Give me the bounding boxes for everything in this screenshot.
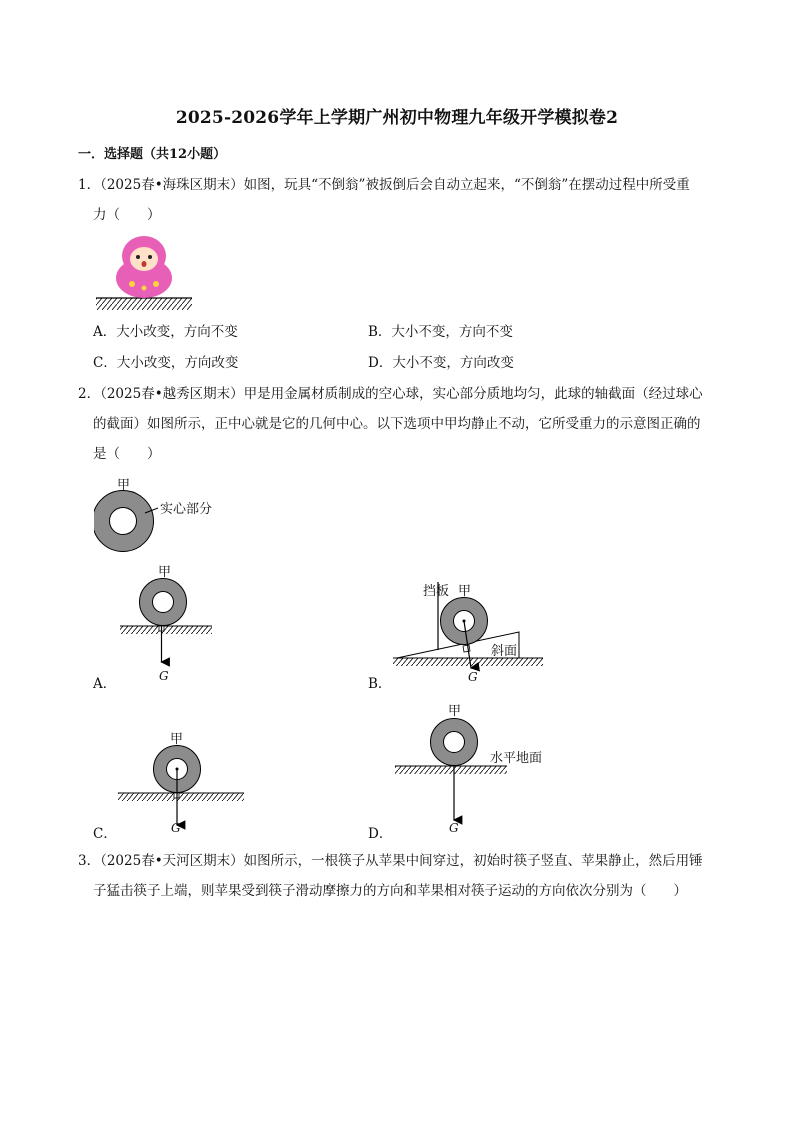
- q2-option-a[interactable]: A．: [93, 676, 117, 692]
- b-jia-label: 甲: [458, 584, 472, 599]
- q2-figure-c: [118, 740, 248, 840]
- ground-hatch: [395, 766, 507, 774]
- d-ground-label: 水平地面: [490, 751, 543, 766]
- ground-hatch: [96, 298, 192, 310]
- d-g-label: G: [449, 821, 459, 835]
- d-jia-label: 甲: [448, 704, 462, 719]
- q3-stem-line1: 3．（2025春•天河区期末）如图所示，一根筷子从苹果中间穿过，初始时筷子竖直、苹果静止，然后用锤: [78, 853, 703, 869]
- q1-option-b[interactable]: B．大小不变，方向不变: [368, 324, 513, 340]
- q1-option-a[interactable]: A．大小改变，方向不变: [93, 324, 238, 340]
- q3-stem-line2: 子猛击筷子上端，则苹果受到筷子滑动摩擦力的方向和苹果相对筷子运动的方向依次分别为（ ）: [93, 883, 687, 899]
- q1-option-c[interactable]: C．大小改变，方向改变: [93, 355, 239, 371]
- a-g-label: G: [159, 669, 169, 683]
- q1-stem-line2: 力（ ）: [93, 207, 161, 223]
- b-baffle-label: 挡板: [423, 584, 450, 599]
- a-jia-label: 甲: [158, 565, 172, 580]
- ground-hatch: [118, 793, 244, 801]
- c-g-label: G: [171, 821, 181, 835]
- q2-figure-d: [393, 716, 513, 826]
- tumbler-doll-figure: [92, 232, 196, 310]
- q1-option-d[interactable]: D．大小不变，方向改变: [368, 355, 514, 371]
- q2-stem-line3: 是（ ）: [93, 446, 161, 462]
- ground-hatch: [393, 658, 543, 666]
- q2-stem-line2: 的截面）如图所示，正中心就是它的几何中心。以下选项中甲均静止不动，它所受重力的示意图正确的: [93, 416, 701, 432]
- tumbler-doll-icon: [116, 236, 172, 298]
- q2-figure-b: [393, 580, 553, 680]
- b-slope-label: 斜面: [491, 644, 518, 659]
- ref-jia-label: 甲: [117, 478, 131, 493]
- page-title: 2025-2026学年上学期广州初中物理九年级开学模拟卷2: [175, 108, 619, 128]
- ref-solid-part-label: 实心部分: [160, 502, 213, 517]
- q2-option-b[interactable]: B．: [368, 676, 392, 692]
- q1-stem-line1: 1．（2025春•海珠区期末）如图，玩具“不倒翁”被扳倒后会自动立起来，“不倒翁”在摆动过程中所受重: [78, 177, 690, 193]
- c-jia-label: 甲: [170, 732, 184, 747]
- q2-stem-line1: 2．（2025春•越秀区期末）甲是用金属材质制成的空心球，实心部分质地均匀，此球的轴截面（经过球心: [78, 386, 703, 402]
- b-g-label: G: [468, 670, 478, 684]
- section-heading: 一．选择题（共12小题）: [78, 147, 227, 162]
- q2-figure-a: [118, 572, 218, 676]
- q2-option-c[interactable]: C．: [93, 826, 117, 842]
- ground-hatch: [120, 626, 212, 634]
- q2-option-d[interactable]: D．: [368, 826, 393, 842]
